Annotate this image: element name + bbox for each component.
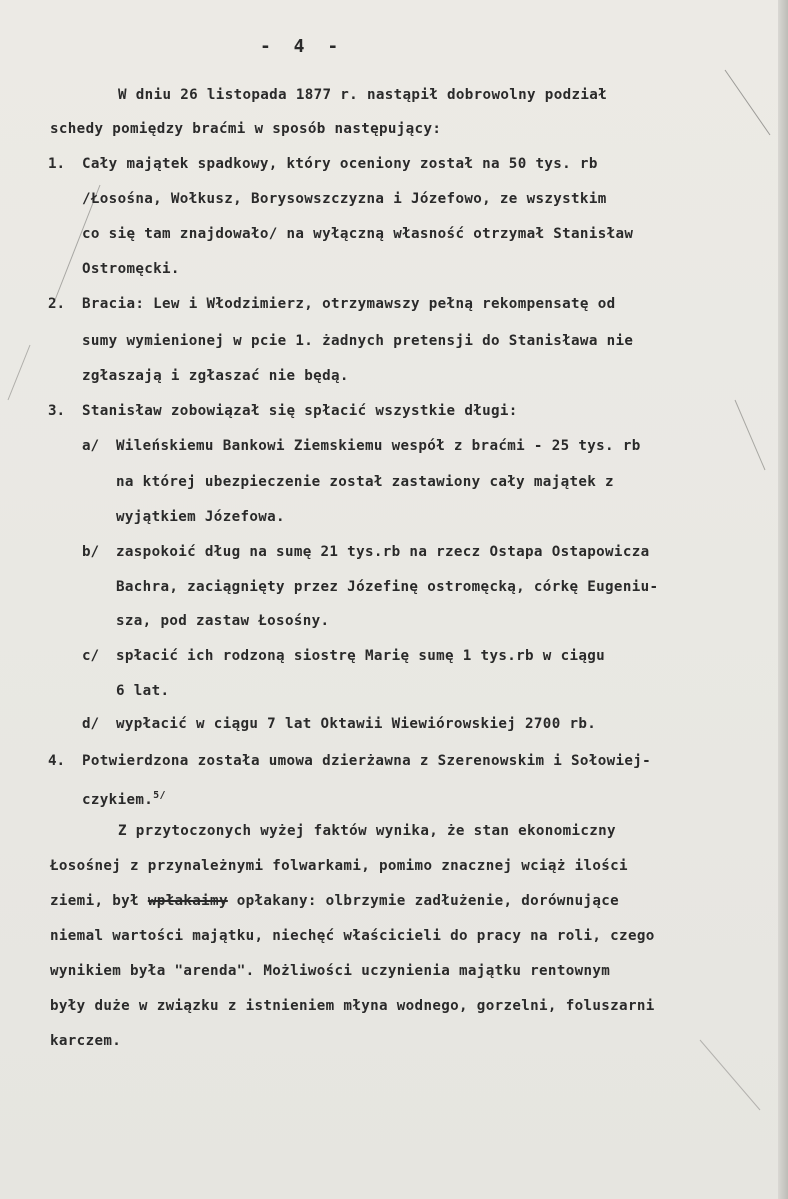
- conclusion-line-3-after: opłakany: olbrzymie zadłużenie, dorównujące: [227, 893, 620, 909]
- conclusion-line-3-before: ziemi, był: [50, 893, 148, 909]
- conclusion-line-2: Łosośnej z przynależnymi folwarkami, pomimo znacznej wciąż ilości: [50, 858, 628, 874]
- item-1-line-4: Ostromęcki.: [82, 261, 180, 277]
- item-4-line-2-text: czykiem.: [82, 792, 154, 808]
- item-1-number: 1.: [48, 156, 66, 172]
- item-1-line-3: co się tam znajdowało/ na wyłączną własność otrzymał Stanisław: [82, 226, 634, 242]
- item-3a-line-3: wyjątkiem Józefowa.: [116, 509, 285, 525]
- footnote-marker: 5/: [153, 790, 166, 801]
- item-3c-label: c/: [82, 648, 100, 664]
- intro-line-1: W dniu 26 listopada 1877 r. nastąpił dobrowolny podział: [118, 87, 608, 103]
- item-3a-label: a/: [82, 438, 100, 454]
- item-1-line-1: Cały majątek spadkowy, który oceniony został na 50 tys. rb: [82, 156, 598, 172]
- item-3-line: Stanisław zobowiązał się spłacić wszystkie długi:: [82, 403, 518, 419]
- conclusion-line-5: wynikiem była "arenda". Możliwości uczynienia majątku rentownym: [50, 963, 611, 979]
- item-3-number: 3.: [48, 403, 66, 419]
- page-number: - 4 -: [260, 36, 345, 57]
- conclusion-line-6: były duże w związku z istnieniem młyna wodnego, gorzelni, foluszarni: [50, 998, 655, 1014]
- item-3d-line: wypłacić w ciągu 7 lat Oktawii Wiewiórowskiej 2700 rb.: [116, 716, 597, 732]
- item-3c-line-1: spłacić ich rodzoną siostrę Marię sumę 1 tys.rb w ciągu: [116, 648, 606, 664]
- conclusion-line-1: Z przytoczonych wyżej faktów wynika, że stan ekonomiczny: [118, 823, 616, 839]
- item-3b-line-3: sza, pod zastaw Łosośny.: [116, 613, 330, 629]
- item-1-line-2: /Łosośna, Wołkusz, Borysowszczyzna i Józefowo, ze wszystkim: [82, 191, 607, 207]
- conclusion-line-7: karczem.: [50, 1033, 122, 1049]
- conclusion-line-4: niemal wartości majątku, niechęć właścicieli do pracy na roli, czego: [50, 928, 655, 944]
- item-4-line-2: [82, 787, 166, 809]
- item-4-line-1: Potwierdzona została umowa dzierżawna z Szerenowskim i Sołowiej-: [82, 753, 652, 769]
- item-3b-line-2: Bachra, zaciągnięty przez Józefinę ostromęcką, córkę Eugeniu-: [116, 579, 659, 595]
- item-3b-line-1: zaspokoić dług na sumę 21 tys.rb na rzecz Ostapa Ostapowicza: [116, 544, 650, 560]
- item-2-line-2: sumy wymienionej w pcie 1. żadnych pretensji do Stanisława nie: [82, 333, 634, 349]
- item-3b-label: b/: [82, 544, 100, 560]
- intro-line-2: schedy pomiędzy braćmi w sposób następujący:: [50, 121, 442, 137]
- conclusion-line-3: [50, 892, 619, 910]
- item-2-number: 2.: [48, 296, 66, 312]
- item-3a-line-1: Wileńskiemu Bankowi Ziemskiemu wespół z braćmi - 25 tys. rb: [116, 438, 641, 454]
- item-2-line-1: Bracia: Lew i Włodzimierz, otrzymawszy pełną rekompensatę od: [82, 296, 616, 312]
- struck-word: wpłakaimy: [147, 893, 228, 909]
- item-2-line-3: zgłaszają i zgłaszać nie będą.: [82, 368, 349, 384]
- item-3c-line-2: 6 lat.: [116, 683, 170, 699]
- item-4-number: 4.: [48, 753, 66, 769]
- item-3d-label: d/: [82, 716, 100, 732]
- item-3a-line-2: na której ubezpieczenie został zastawiony cały majątek z: [116, 474, 614, 490]
